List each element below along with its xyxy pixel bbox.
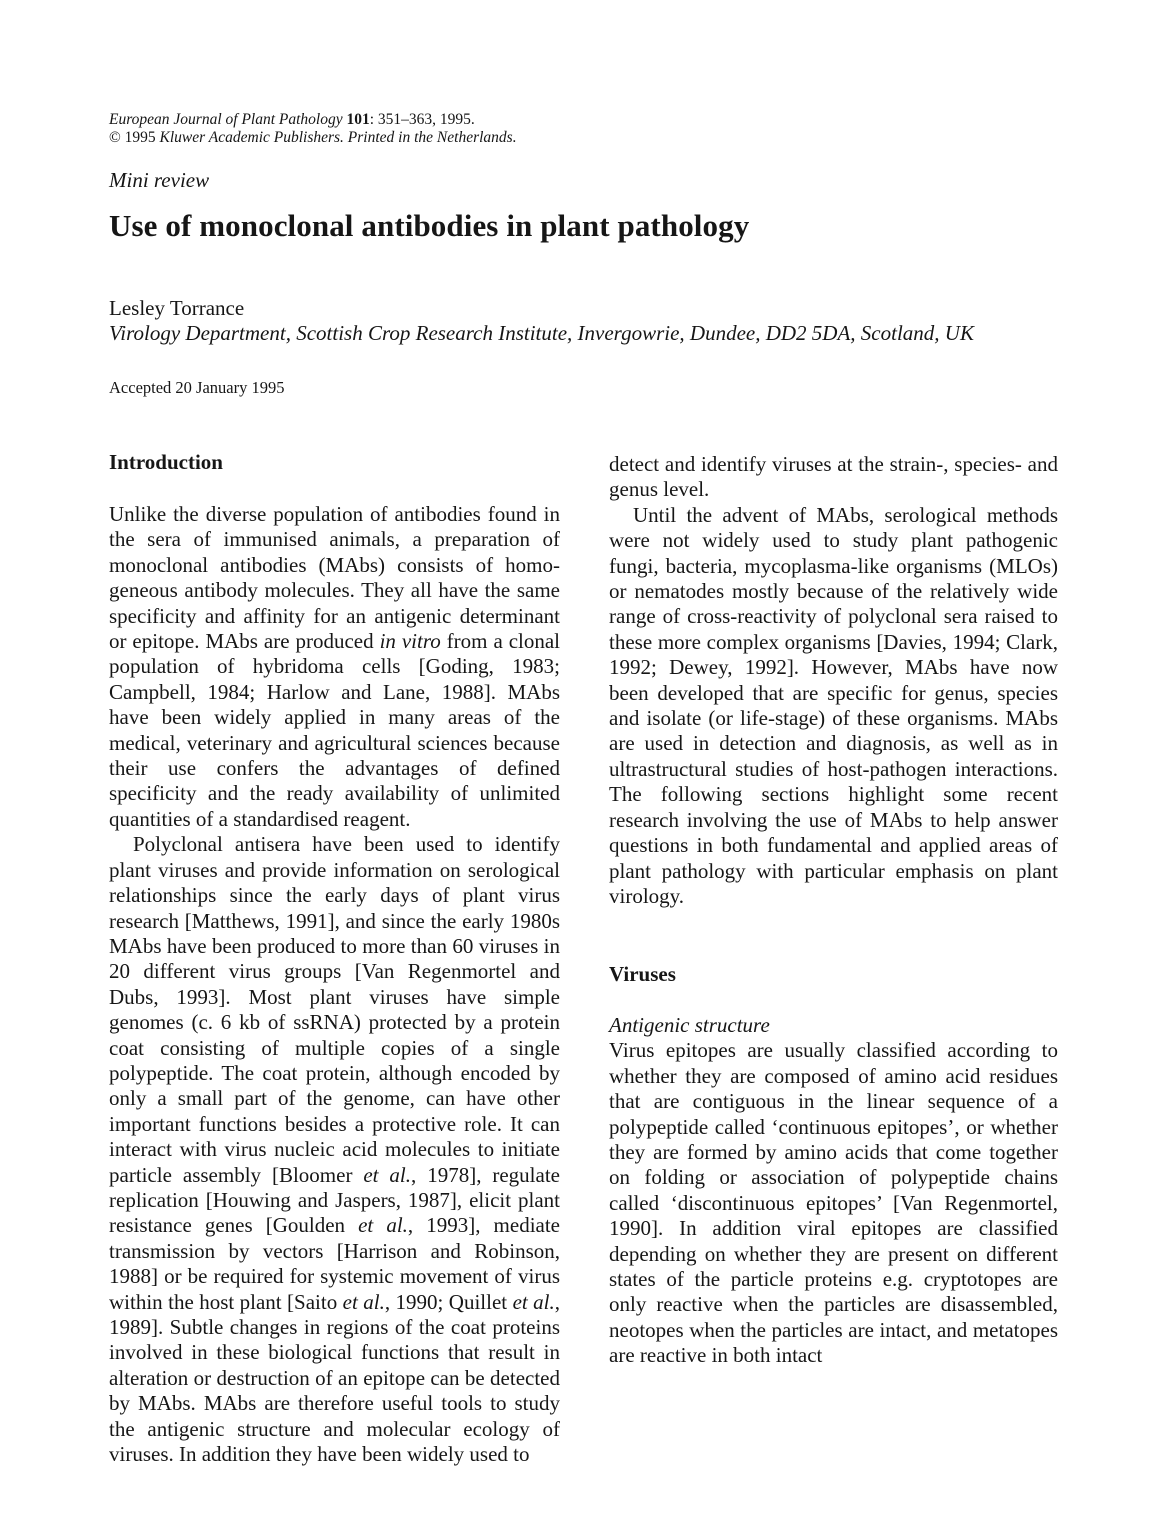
author-name: Lesley Torrance	[109, 296, 245, 320]
italic-et-al: et al.	[512, 1289, 555, 1314]
italic-et-al: et al.	[342, 1289, 385, 1314]
right-column	[609, 452, 1058, 1369]
article-title: Use of monoclonal antibodies in plant pathology	[109, 208, 750, 243]
italic-in-vitro: in vitro	[379, 629, 441, 654]
journal-pages-year: : 351–363, 1995.	[369, 111, 475, 128]
section-heading-introduction: Introduction	[109, 450, 223, 474]
journal-volume: 101	[346, 111, 370, 128]
intro-paragraph-3: Until the advent of MAbs, serological methods were not widely used to study plant pathogenic fungi, bacteria, mycoplasma-like organisms (MLOs) or nematodes mostly because of the relatively wide range of cross-reactivity of polyclonal sera raised to these more complex organisms [Davies, 1994; Clark, 1992; Dewey, 1992]. However, MAbs have now been developed that are specific for genus, species and isolate (or life-stage) of these organisms. MAbs are used in detection and diagnosis, as well as in ultrastructural studies of host-pathogen interactions. The following sections highlight some recent research involving the use of MAbs to help answer questions in both fundamental and applied areas of plant pathology with particular emphasis on plant virology.	[609, 502, 1058, 908]
journal-header	[109, 111, 517, 147]
copyright-line	[109, 129, 517, 147]
accepted-date: Accepted 20 January 1995	[109, 378, 285, 397]
section-heading-viruses: Viruses	[609, 962, 676, 987]
journal-name: European Journal of Plant Pathology	[109, 111, 343, 128]
italic-et-al: et al.	[363, 1162, 412, 1187]
copyright-year: 1995	[120, 129, 160, 146]
left-column	[109, 450, 560, 1467]
author-affiliation: Virology Department, Scottish Crop Research Institute, Invergowrie, Dundee, DD2 5DA, Scotland, UK	[109, 321, 974, 345]
publisher: Kluwer Academic Publishers. Printed in the Netherlands.	[159, 129, 517, 146]
intro-paragraph-2: Polyclonal antisera have been used to identify plant viruses and provide information on serological relationships since the early days of plant virus research [Matthews, 1991], and since the early 1980s MAbs have been produced to more than 60 viruses in 20 different virus groups [Van Regenmortel and Dubs, 1993]. Most plant viruses have simple genomes (c. 6 kb of ssRNA) protected by a protein coat consisting of multiple copies of a single polypeptide. The coat protein, although encoded by only a small part of the genome, can have other important functions besides a protective role. It can interact with virus nucleic acid molecules to initiate particle assembly [Bloomer et al., 1978], regulate replication [Houwing and Jaspers, 1987], elicit plant resistance genes [Goulden et al., 1993], mediate transmission by vectors [Harrison and Robinson, 1988] or be required for systemic movement of virus within the host plant [Saito et al., 1990; Quillet et al., 1989]. Subtle changes in regions of the coat proteins involved in these biological functions that result in alteration or destruction of an epitope can be detected by MAbs. MAbs are therefore useful tools to study the antigenic structure and molecular ecology of viruses. In addition they have been widely used to	[109, 832, 561, 1467]
journal-citation-line	[109, 111, 517, 129]
subsection-heading-antigenic-structure: Antigenic structure	[609, 1013, 770, 1038]
italic-et-al: et al.	[358, 1213, 408, 1238]
antigenic-structure-paragraph: Virus epitopes are usually classified according to whether they are composed of amino acid residues that are contiguous in the linear sequence of a polypeptide called ‘continuous epitopes’, or whether they are formed by amino acids that come together on folding or association of polypeptide chains called ‘discontinuous epitopes’ [Van Regenmortel, 1990]. In addition viral epitopes are classified depending on whether they are present on different states of the particle proteins e.g. cryptotopes are only reactive when the particles are disassembled, neotopes when the particles are intact, and metatopes are reactive in both intact	[609, 1038, 1058, 1368]
copyright-symbol: ©	[109, 129, 121, 146]
intro-paragraph-2-continued: detect and identify viruses at the strain-, species- and genus level.	[609, 452, 1058, 502]
intro-paragraph-1: Unlike the diverse population of antibodies found in the sera of immunised animals, a preparation of monoclonal antibodies (MAbs) consists of homogeneous antibody molecules. They all have the same specificity and affinity for an antigenic determinant or epitope. MAbs are produced in vitro from a clonal population of hybridoma cells [Goding, 1983; Campbell, 1984; Harlow and Lane, 1988]. MAbs have been widely applied in many areas of the medical, veterinary and agricultural sciences because their use confers the advantages of defined specificity and the ready availability of unlimited quantities of a standardised reagent.	[109, 502, 561, 831]
article-type: Mini review	[109, 168, 210, 192]
